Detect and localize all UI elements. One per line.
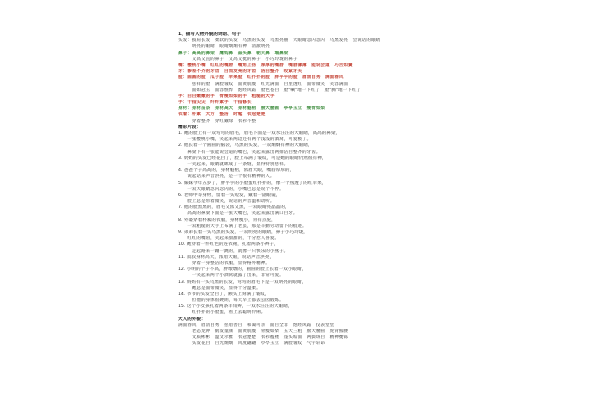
text-line: 9. 弟弟长着一头乌黑的头发，一双明亮的眼睛，鼻子小巧玲珑， [178,230,308,235]
text-line: 穿着一身整洁的衣服，显得格外精神。 [178,260,270,266]
text-line: 走起路来一蹦一跳的，就像一只快乐的小燕子。 [178,248,289,254]
text-line: 穿着整齐 穿红戴绿 衣衫不整 [178,118,257,124]
text-line: 老态龙钟 鹤发童颜 面黄肌瘦 骨瘦如柴 五大三粗 膀大腰圆 虎背熊腰 [178,329,348,334]
text-line: 13. 妈妈有一头乌黑的长发，弯弯的眉毛下是一双明亮的眼睛， [178,279,307,285]
text-line: 又高又直的鼻子 又高又挺的鼻子 小巧玲珑的鼻子 [178,56,298,62]
text-line: 面如冠玉 面容憔悴 饱经风霜 脸色苍白 脸"唰"地一下红了 脸"腾"地一下红了 [178,87,362,93]
text-line: 一张樱桃小嘴，笑起来两边还有两个浅浅的酒窝，可爱极了。 [178,137,312,143]
text-line: 7. 他的脸黑黑的，眉毛又浓又黑，一双眼睛亮晶晶的， [178,205,290,211]
text-line: 一笑起来两个小酒窝就露了出来，非常可爱。 [178,273,284,279]
text-line: 5. 妹妹今年五岁了，胖乎乎的小脸蛋红扑扑的，像一个熟透了的红苹果， [178,180,327,186]
section-heading: 精彩片段： [178,124,201,130]
text-line: 衣着：朴素 大方 整洁 时髦 衣冠楚楚 [178,112,266,118]
text-line: 10. 她穿着一件红色的连衣裙，扎着两条小辫子， [178,242,279,248]
text-line: 15. 这个小女孩扎着两条羊角辫，一双水汪汪的大眼睛， [178,304,293,310]
section-heading: 1、描写人物外貌的词语、句子 [178,32,241,37]
section-heading: 大人的外貌： [178,316,206,322]
text-line: 明亮的眼睛 眼睛炯炯有神 清澈明亮 [178,44,270,50]
text-line: 8. 外婆穿着朴素的衣服，身材瘦小，背有点驼， [178,217,276,223]
text-line: 但他的身体很硬朗，每天早上都去公园锻炼。 [178,298,284,304]
text-line: 11. 叔叔身材高大，浓眉大眼，说话声音洪亮， [178,254,275,260]
text-line: 红扑扑的小脸蛋，看上去聪明伶俐。 [178,310,266,316]
text-line: 手：十指尖尖 纤纤素手 十指修长 [178,100,252,106]
text-line: 她总是面带微笑，显得十分温柔。 [178,285,261,291]
text-line: 脸：圆圆的脸 瓜子脸 苹果脸 红扑扑的脸 胖乎乎的脸 眉清目秀 满面春风 [178,75,344,81]
text-line: 高高的鼻梁下面是一张大嘴巴，笑起来露出满口白牙。 [178,211,298,217]
text-line: 2. 他长着一个圆圆的脑袋，乌黑的头发，一双炯炯有神的大眼睛， [178,143,313,149]
text-line: 6. 老师中等身材，留着一头短发，戴着一副眼镜， [178,192,281,198]
text-line: 鼻子：高高的鼻梁 鹰钩鼻 蒜头鼻 朝天鼻 塌鼻梁 [178,50,289,56]
text-line: 14. 爷爷的头发全白了，额头上刻满了皱纹， [178,291,270,297]
text-line: 12. 小明的个子不高，胖墩墩的，圆圆的脸上长着一双小眼睛， [178,267,307,273]
text-line: 头发花白 目光炯炯 风度翩翩 亭亭玉立 满脸皱纹 气宇轩昂 [178,341,326,347]
text-line: 嘴：樱桃小嘴 红红的嘴唇 嘴角上扬 厚厚的嘴唇 嘴唇薄薄 能说会道 巧舌如簧 [178,62,353,68]
text-line: 头发：披肩长发 柔软的头发 乌黑的头发 乌黑亮丽 大眼睛忽闪忽闪 乌黑发亮 会说话的眼睛 [178,38,381,44]
document-body [178,32,430,348]
text-line: 4. 爸爸个子高高的，身材魁梧，浓眉大眼，嘴唇厚厚的， [178,168,295,174]
text-line: 说起话来声音洪亮，是一个很有精神的人。 [178,174,275,180]
text-line: 红红的嘴唇，笑起来甜甜的，十分惹人喜爱。 [178,236,280,242]
text-line: 牙：参差不齐的牙齿 白而发亮的牙齿 洁白整齐 咬紧牙关 [178,69,303,75]
text-line: 满面春风 眉清目秀 慈眉善目 和蔼可亲 面目全非 饱经风霜 仪表堂堂 [178,322,335,328]
text-line: 手：白白嫩嫩的手 骨瘦如柴的手 粗糙的大手 [178,93,275,99]
text-line: 一双大眼睛忽闪忽闪的，小嘴巴总是说个不停。 [178,186,284,192]
text-line: 脸上总是带着微笑，说话的声音温和动听。 [178,199,275,205]
text-line: 1. 她的脸上有一双弯弯的眉毛，眉毛下面是一双水汪汪的大眼睛，高高的鼻梁， [178,131,341,136]
text-line: 身材：身材苗条 身材高大 身材魁梧 膀大腰圆 亭亭玉立 瘦骨如柴 [178,106,326,112]
text-line: 3. 奶奶的头发已经花白了，脸上布满了皱纹，可是她的眼睛仍然很有神， [178,155,327,161]
text-line: 一笑起来，眼睛就眯成了一条缝，显得特别慈祥。 [178,161,289,167]
text-line: 鼻梁下有一张能说会道的嘴巴，笑起来露出两排洁白整齐的牙齿。 [178,149,321,155]
text-line: 文质彬彬 温文尔雅 衣冠楚楚 衣衫褴褛 蓬头垢面 两鬓斑白 精神矍铄 [178,335,348,341]
text-line: 慈祥的脸 满脸皱纹 面黄肌瘦 红光满面 白里透红 面带微笑 笑容满面 [178,81,348,87]
text-line: 一双粗糙的大手上布满了老茧，那是辛勤劳动留下的痕迹。 [178,223,307,229]
